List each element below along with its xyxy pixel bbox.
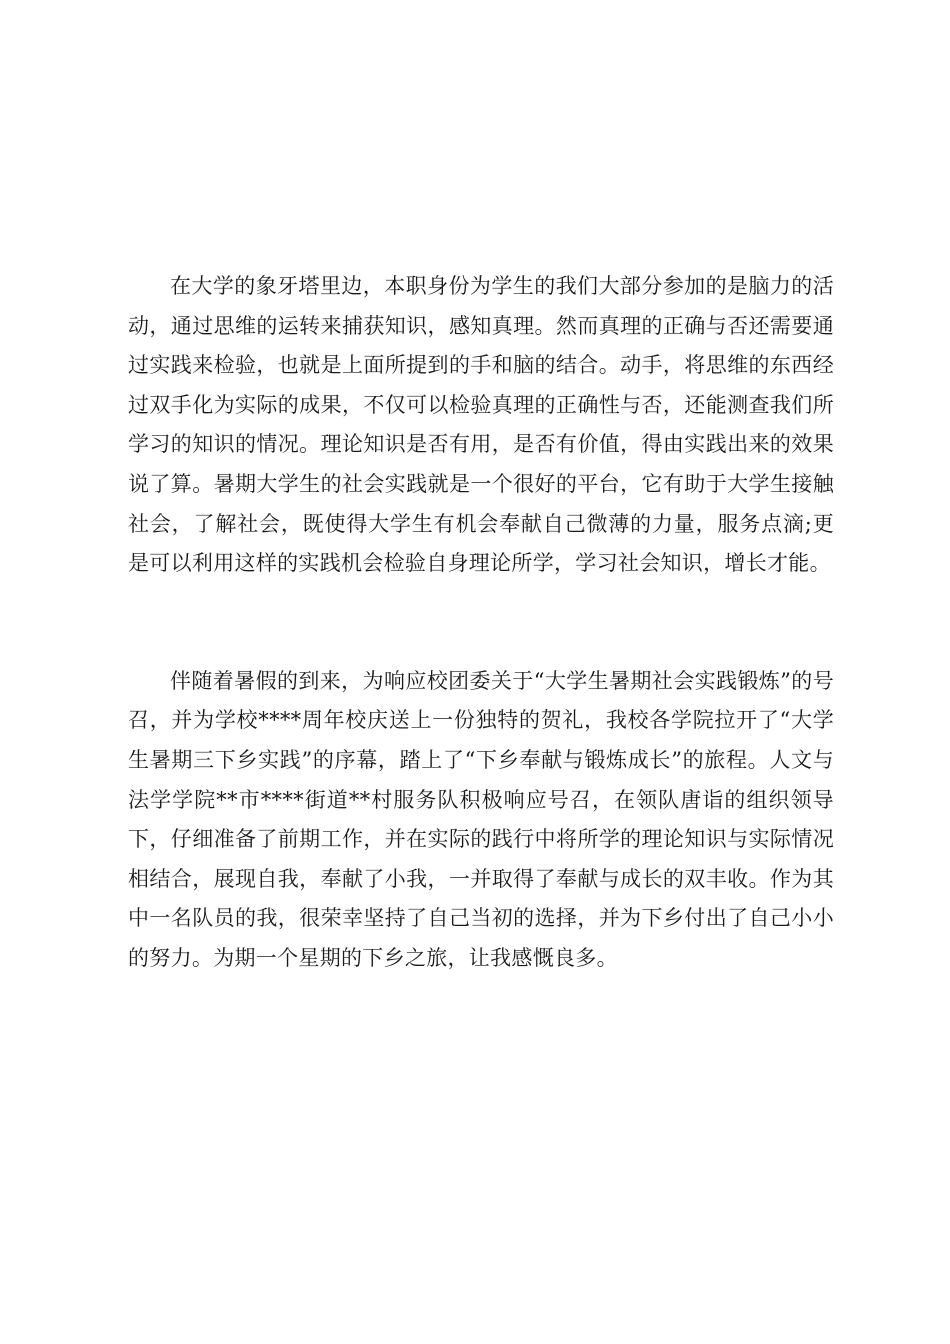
paragraph-2: 伴随着暑假的到来，为响应校团委关于“大学生暑期社会实践锻炼”的号召，并为学校****周年校庆送上一份独特的贺礼，我校各学院拉开了“大学生暑期三下乡实践”的序幕，踏上了“下乡奉献与锻炼成长”的旅程。人文与法学学院**市****街道**村服务队积极响应号召，在领队唐诣的组织领导下，仔细准备了前期工作，并在实际的践行中将所学的理论知识与实际情况相结合，展现自我，奉献了小我，一并取得了奉献与成长的双丰收。作为其中一名队员的我，很荣幸坚持了自己当初的选择，并为下乡付出了自己小小的努力。为期一个星期的下乡之旅，让我感慨良多。 [128, 668, 834, 970]
document-body [128, 267, 834, 979]
paragraph-1: 在大学的象牙塔里边，本职身份为学生的我们大部分参加的是脑力的活动，通过思维的运转来捕获知识，感知真理。然而真理的正确与否还需要通过实践来检验，也就是上面所提到的手和脑的结合。动手，将思维的东西经过双手化为实际的成果，不仅可以检验真理的正确性与否，还能测查我们所学习的知识的情况。理论知识是否有用，是否有价值，得由实践出来的效果说了算。暑期大学生的社会实践就是一个很好的平台，它有助于大学生接触社会，了解社会，既使得大学生有机会奉献自己微薄的力量，服务点滴;更是可以利用这样的实践机会检验自身理论所学，学习社会知识，增长才能。 [128, 274, 834, 576]
